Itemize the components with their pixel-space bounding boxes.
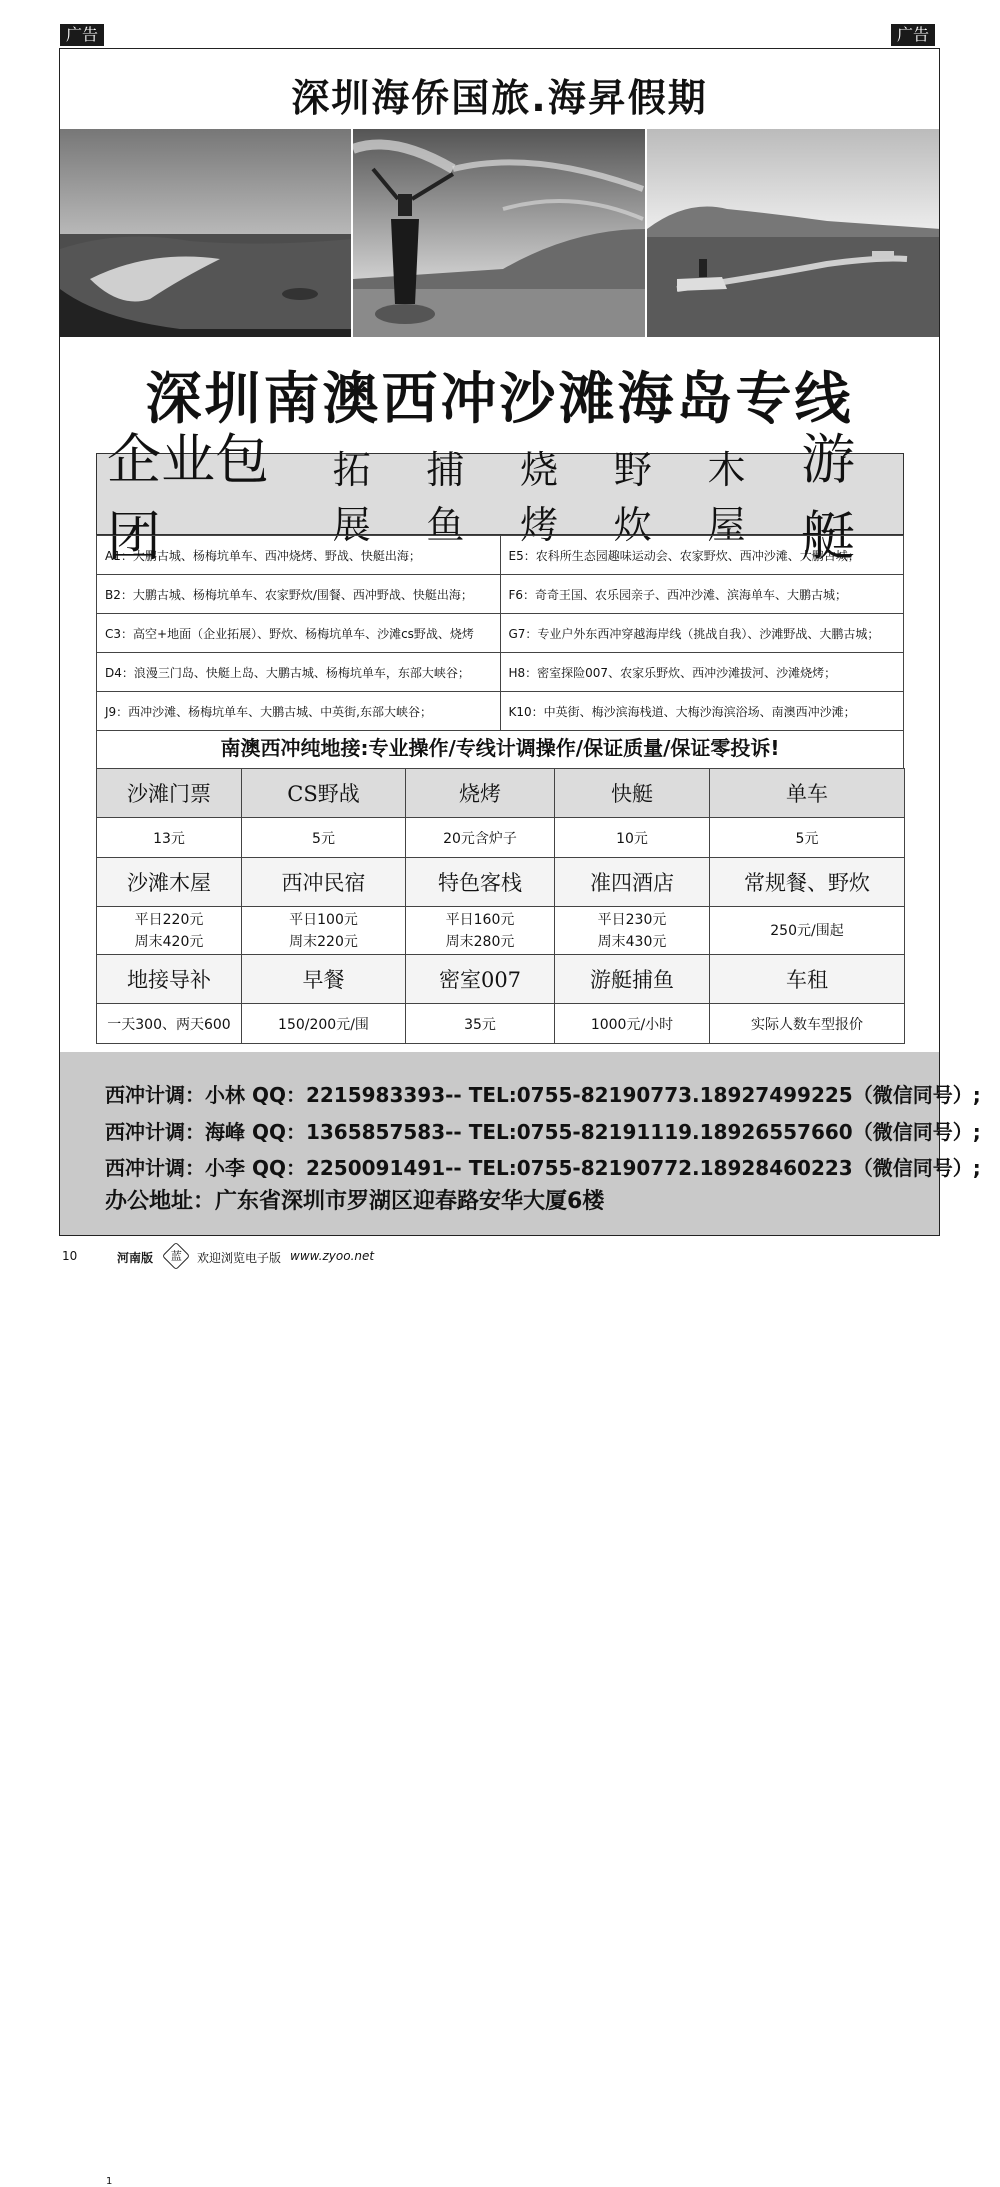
price-value: 一天300、两天600 xyxy=(97,1004,242,1044)
price-header: 密室007 xyxy=(406,955,555,1004)
small-mark: 1 xyxy=(106,2176,113,2187)
price-header-row xyxy=(97,769,905,818)
weekday-price: 平日100元 xyxy=(289,911,358,928)
route-item: G7：专业户外东西冲穿越海岸线（挑战自我）、沙滩野战、大鹏古城； xyxy=(500,614,904,653)
price-value: 实际人数车型报价 xyxy=(710,1004,905,1044)
price-header: 地接导补 xyxy=(97,955,242,1004)
route-item: C3：高空+地面（企业拓展）、野炊、杨梅坑单车、沙滩cs野战、烧烤 xyxy=(97,614,501,653)
price-header-row xyxy=(97,858,905,907)
headline: 深圳南澳西冲沙滩海岛专线 xyxy=(145,367,854,432)
route-item: D4：浪漫三门岛、快艇上岛、大鹏古城、杨梅坑单车，东部大峡谷； xyxy=(97,653,501,692)
price-value: 35元 xyxy=(406,1004,555,1044)
route-row xyxy=(97,536,904,575)
weekend-price: 周末420元 xyxy=(134,933,204,950)
tag-outreach: 拓展 xyxy=(332,448,371,547)
price-value xyxy=(242,907,406,955)
price-header: 早餐 xyxy=(242,955,406,1004)
jetski-photo xyxy=(645,129,939,337)
price-header: 特色客栈 xyxy=(406,858,555,907)
contact-line: 西冲计调：海峰 QQ：1365857583-- TEL:0755-82191119.18926557660（微信同号）; xyxy=(105,1120,981,1144)
slogan: 南澳西冲纯地接:专业操作/专线计调操作/保证质量/保证零投诉! xyxy=(96,728,904,768)
contact-line: 西冲计调：小李 QQ：2250091491-- TEL:0755-82190772.18928460223（微信同号）; xyxy=(105,1156,981,1180)
price-value xyxy=(97,907,242,955)
page-number: 10 xyxy=(62,1249,78,1263)
weekday-price: 平日160元 xyxy=(445,911,515,928)
price-header: 车租 xyxy=(710,955,905,1004)
tag-group-tour: 企业包团 xyxy=(107,428,269,568)
price-header: CS野战 xyxy=(242,769,406,818)
price-header: 烧烤 xyxy=(406,769,555,818)
route-item: F6：奇奇王国、农乐园亲子、西冲沙滩、滨海单车、大鹏古城； xyxy=(500,575,904,614)
route-row xyxy=(97,692,904,731)
footer-url[interactable]: www.zyoo.net xyxy=(290,1249,375,1263)
price-table xyxy=(96,768,905,1044)
price-value: 250元/围起 xyxy=(710,907,905,955)
price-value-row xyxy=(97,818,905,858)
tag-yacht: 游艇 xyxy=(801,428,856,568)
weekend-price: 周末220元 xyxy=(289,933,358,950)
office-address: 办公地址：广东省深圳市罗湖区迎春路安华大厦6楼 xyxy=(105,1189,605,1214)
weekday-price: 平日220元 xyxy=(134,911,204,928)
price-header: 沙滩门票 xyxy=(97,769,242,818)
price-header: 单车 xyxy=(710,769,905,818)
route-row xyxy=(97,614,904,653)
weekend-price: 周末280元 xyxy=(445,933,515,950)
price-value-row xyxy=(97,1004,905,1044)
price-value-row xyxy=(97,907,905,955)
route-row xyxy=(97,653,904,692)
price-value: 5元 xyxy=(710,818,905,858)
route-item: K10：中英街、梅沙滨海栈道、大梅沙海滨浴场、南澳西冲沙滩； xyxy=(500,692,904,731)
tag-fishing: 捕鱼 xyxy=(426,448,465,547)
ad-label-left: 广告 xyxy=(60,24,104,46)
tag-picnic: 野炊 xyxy=(613,448,652,547)
route-item: H8：密室探险007、农家乐野炊、西冲沙滩拔河、沙滩烧烤； xyxy=(500,653,904,692)
main-title: 深圳海侨国旅.海昇假期 xyxy=(291,76,708,120)
ad-label-right: 广告 xyxy=(891,24,935,46)
price-header: 准四酒店 xyxy=(555,858,710,907)
price-value xyxy=(406,907,555,955)
contact-line: 西冲计调：小林 QQ：2215983393-- TEL:0755-82190773.18927499225（微信同号）; xyxy=(105,1083,981,1107)
route-item: A1：大鹏古城、杨梅坑单车、西冲烧烤、野战、快艇出海； xyxy=(97,536,501,575)
price-value: 13元 xyxy=(97,818,242,858)
route-item: B2：大鹏古城、杨梅坑单车、农家野炊/围餐、西冲野战、快艇出海； xyxy=(97,575,501,614)
route-item: J9：西冲沙滩、杨梅坑单车、大鹏古城、中英街,东部大峡谷； xyxy=(97,692,501,731)
price-header: 沙滩木屋 xyxy=(97,858,242,907)
price-value: 20元含炉子 xyxy=(406,818,555,858)
price-header: 快艇 xyxy=(555,769,710,818)
price-header: 常规餐、野炊 xyxy=(710,858,905,907)
photo-strip xyxy=(60,129,939,337)
price-value: 1000元/小时 xyxy=(555,1004,710,1044)
logo-char: 蓝 xyxy=(170,1249,182,1262)
weekend-price: 周末430元 xyxy=(597,933,667,950)
price-header: 游艇捕鱼 xyxy=(555,955,710,1004)
tag-cabin: 木屋 xyxy=(707,448,746,547)
price-value: 150/200元/围 xyxy=(242,1004,406,1044)
price-value xyxy=(555,907,710,955)
price-header: 西冲民宿 xyxy=(242,858,406,907)
tag-bbq: 烧烤 xyxy=(520,448,559,547)
price-header-row xyxy=(97,955,905,1004)
edition-label: 河南版 xyxy=(117,1251,154,1265)
route-table xyxy=(96,535,904,731)
woman-on-rocks-photo xyxy=(351,129,644,337)
coastline-photo xyxy=(60,129,351,337)
footer-tagline: 欢迎浏览电子版 xyxy=(197,1251,282,1265)
logo-icon xyxy=(162,1242,190,1270)
price-value: 5元 xyxy=(242,818,406,858)
route-item: E5：农科所生态园趣味运动会、农家野炊、西冲沙滩、大鹏古城； xyxy=(500,536,904,575)
weekday-price: 平日230元 xyxy=(597,911,667,928)
price-value: 10元 xyxy=(555,818,710,858)
route-row xyxy=(97,575,904,614)
